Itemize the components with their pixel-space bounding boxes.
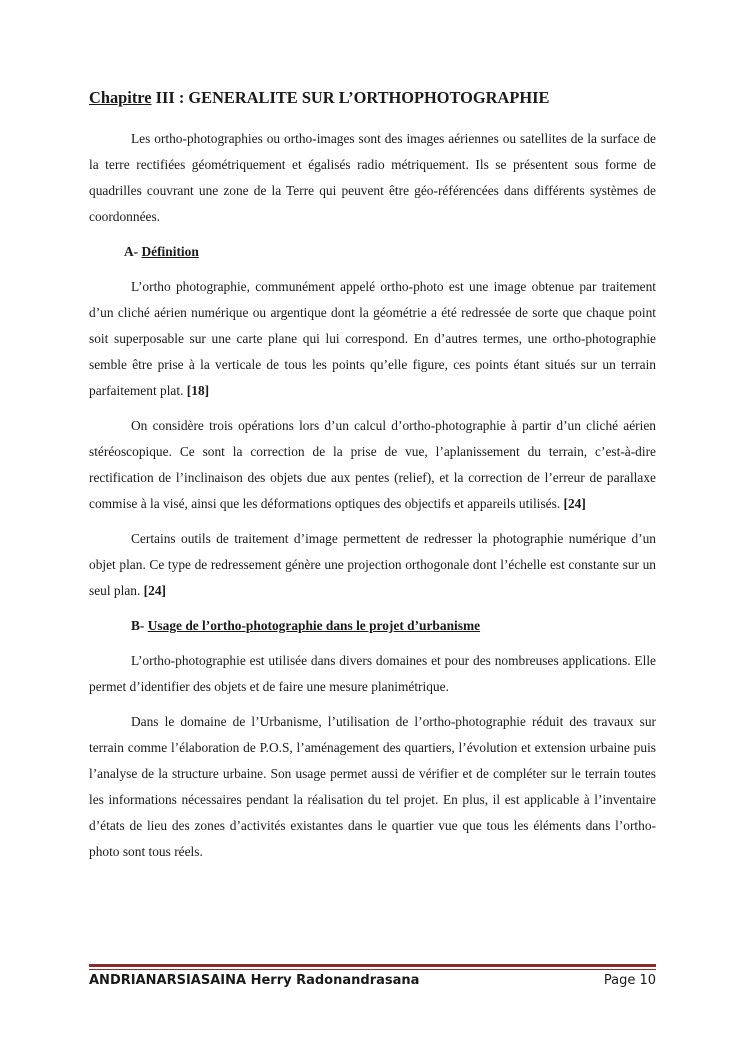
footer-author: ANDRIANARSIASAINA Herry Radonandrasana [89,973,420,988]
section-b-marker: B- [131,618,148,633]
section-b-heading [89,613,656,639]
section-b-paragraph-1: L’ortho-photographie est utilisée dans divers domaines et pour des nombreuses applications. Elle permet d’identifier des objets et de faire une mesure planimétrique. [89,653,656,694]
section-a-heading [89,239,656,265]
footer-rule-thin [89,969,656,970]
section-a-paragraph-2 [89,413,656,517]
section-a-title: Définition [141,244,199,259]
intro-paragraph: Les ortho-photographies ou ortho-images sont des images aériennes ou satellites de la surface de la terre rectifiées géométriquement et égalisés radio métriquement. Ils se présentent sous forme de quadrilles couvrant une zone de la Terre qui peuvent être géo-référencées dans différents systèmes de coordonnées. [89,131,656,224]
section-a-p2-text: On considère trois opérations lors d’un calcul d’ortho-photographie à partir d’un cliché aérien stéréoscopique. Ce sont la correction de la prise de vue, l’aplanissement du terrain, c’est-à-dire rectification de l’inclinaison des objets due aux pentes (relief), et la correction de l’erreur de parallaxe commise à la visé, ainsi que les déformations optiques des objectifs et appareils utilisés. [89,418,656,511]
section-b-title: Usage de l’ortho-photographie dans le projet d’urbanisme [147,618,481,633]
footer-page-number: Page 10 [603,973,656,988]
section-a-paragraph-1 [89,274,656,404]
section-b-paragraph-2: Dans le domaine de l’Urbanisme, l’utilisation de l’ortho-photographie réduit des travaux sur terrain comme l’élaboration de P.O.S, l’aménagement des quartiers, l’évolution et extension urbaine puis l’analyse de la structure urbaine. Son usage permet aussi de vérifier et de compléter sur le terrain toutes les informations nécessaires pendant la réalisation du tel projet. En plus, il est applicable à l’inventaire d’états de lieu des zones d’activités existantes dans le quartier vue que tous les éléments dans l’ortho-photo sont tous réels. [89,714,656,859]
chapter-title [89,87,656,109]
section-a-p3-text: Certains outils de traitement d’image permettent de redresser la photographie numérique d’un objet plan. Ce type de redressement génère une projection orthogonale dont l’échelle est constante sur un seul plan. [89,531,656,598]
section-a-marker: A- [124,244,142,259]
page-content [89,87,656,865]
reference-24: [24] [563,496,586,511]
section-a-p1-text: L’ortho photographie, communément appelé ortho-photo est une image obtenue par traitement d’un cliché aérien numérique ou argentique dont la géométrie a été redressée de sorte que chaque point soit superposable sur une carte plane qui lui correspond. En d’autres termes, une ortho-photographie semble être prise à la verticale de tous les points qu’elle figure, ces points étant situés sur un terrain parfaitement plat. [89,279,656,398]
chapter-label: Chapitre [89,88,152,107]
reference-18: [18] [186,383,210,398]
chapter-title-text: III : GENERALITE SUR L’ORTHOPHOTOGRAPHIE [151,88,550,107]
section-a-paragraph-3 [89,526,656,604]
footer-rule [89,964,656,967]
reference-24-b: [24] [143,583,166,598]
page-footer [89,973,656,993]
